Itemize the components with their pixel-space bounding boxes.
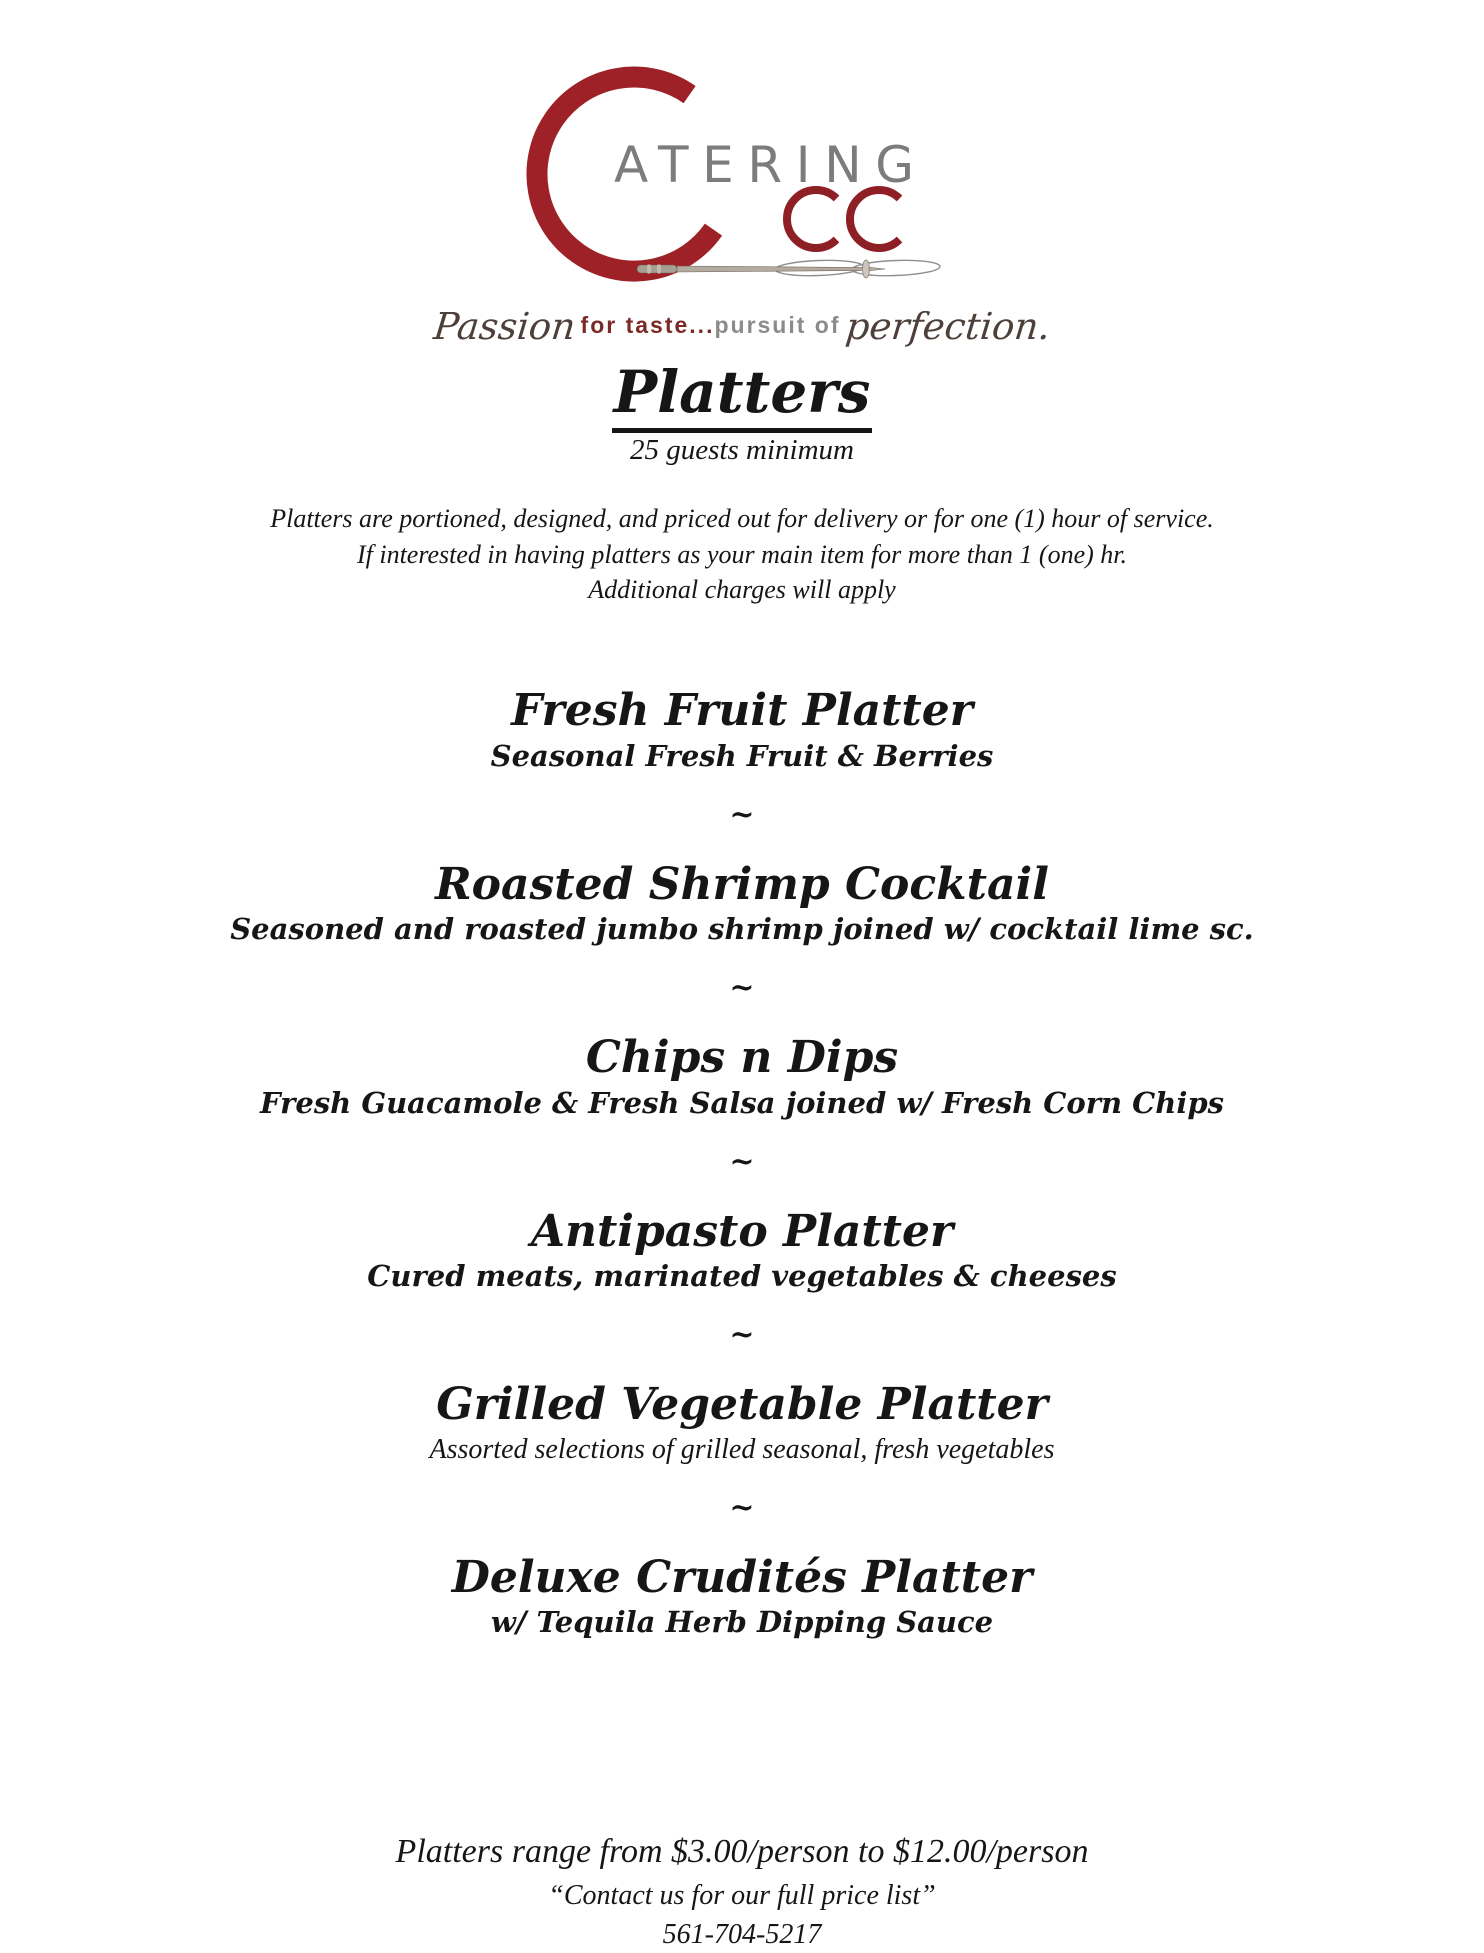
logo-atering-text: ATERING: [614, 136, 914, 194]
logo-small-c2-icon: [850, 190, 900, 248]
item-separator-tilde: ~: [729, 970, 755, 1006]
catering-cc-logo: [132, 0, 1352, 290]
page-subtitle: 25 guests minimum: [630, 433, 854, 466]
footer: [132, 1830, 1352, 1953]
page-title-text: Platters: [612, 358, 873, 433]
item-separator-tilde: ~: [729, 1489, 755, 1525]
logo-small-c1-icon: [787, 190, 837, 248]
menu-content: [132, 0, 1352, 1953]
item-separator-tilde: ~: [729, 1143, 755, 1179]
menu-item-antipasto-platter: [132, 1207, 1352, 1295]
menu-item-roasted-shrimp-cocktail: [132, 860, 1352, 948]
item-description: Seasonal Fresh Fruit & Berries: [490, 738, 994, 773]
price-range-text: Platters range from $3.00/person to $12.00/person: [395, 1833, 1089, 1871]
item-separator-tilde: ~: [729, 1317, 755, 1353]
item-name: Roasted Shrimp Cocktail: [435, 858, 1049, 910]
tagline: [132, 305, 1352, 348]
item-description: Seasoned and roasted jumbo shrimp joined w/ cocktail lime sc.: [230, 912, 1254, 947]
item-description: Fresh Guacamole & Fresh Salsa joined w/ Fresh Corn Chips: [260, 1085, 1224, 1120]
item-description: w/ Tequila Herb Dipping Sauce: [490, 1604, 994, 1639]
tagline-perfection: perfection.: [843, 305, 1053, 348]
intro-line-2: If interested in having platters as your main item for more than 1 (one) hr.: [356, 539, 1128, 569]
tagline-ellipsis: ...: [689, 312, 715, 338]
item-description: Assorted selections of grilled seasonal, fresh vegetables: [429, 1433, 1055, 1465]
menu-item-grilled-vegetable-platter: [132, 1380, 1352, 1466]
tagline-passion: Passion: [431, 305, 578, 348]
item-description: Cured meats, marinated vegetables & cheeses: [367, 1259, 1117, 1294]
intro-paragraph: [132, 501, 1352, 609]
intro-line-3: Additional charges will apply: [588, 575, 896, 605]
item-name: Antipasto Platter: [530, 1205, 954, 1257]
menu-item-fresh-fruit-platter: [132, 686, 1352, 774]
menu-item-deluxe-crudites-platter: [132, 1553, 1352, 1641]
item-name: Chips n Dips: [585, 1032, 899, 1084]
catering-cc-logo-graphic: [519, 64, 965, 290]
phone-number: 561-704-5217: [662, 1918, 822, 1950]
intro-line-1: Platters are portioned, designed, and priced out for delivery or for one (1) hour of service.: [270, 503, 1214, 533]
tagline-for-taste: for taste: [580, 312, 690, 338]
platter-list: [132, 686, 1352, 1640]
contact-note: “Contact us for our full price list”: [548, 1880, 936, 1912]
tagline-pursuit-of: pursuit of: [714, 312, 841, 338]
item-name: Deluxe Crudités Platter: [451, 1551, 1033, 1603]
item-separator-tilde: ~: [729, 796, 755, 832]
menu-item-chips-n-dips: [132, 1033, 1352, 1121]
item-name: Fresh Fruit Platter: [511, 685, 973, 737]
item-name: Grilled Vegetable Platter: [436, 1379, 1048, 1431]
page-title: [132, 359, 1352, 426]
